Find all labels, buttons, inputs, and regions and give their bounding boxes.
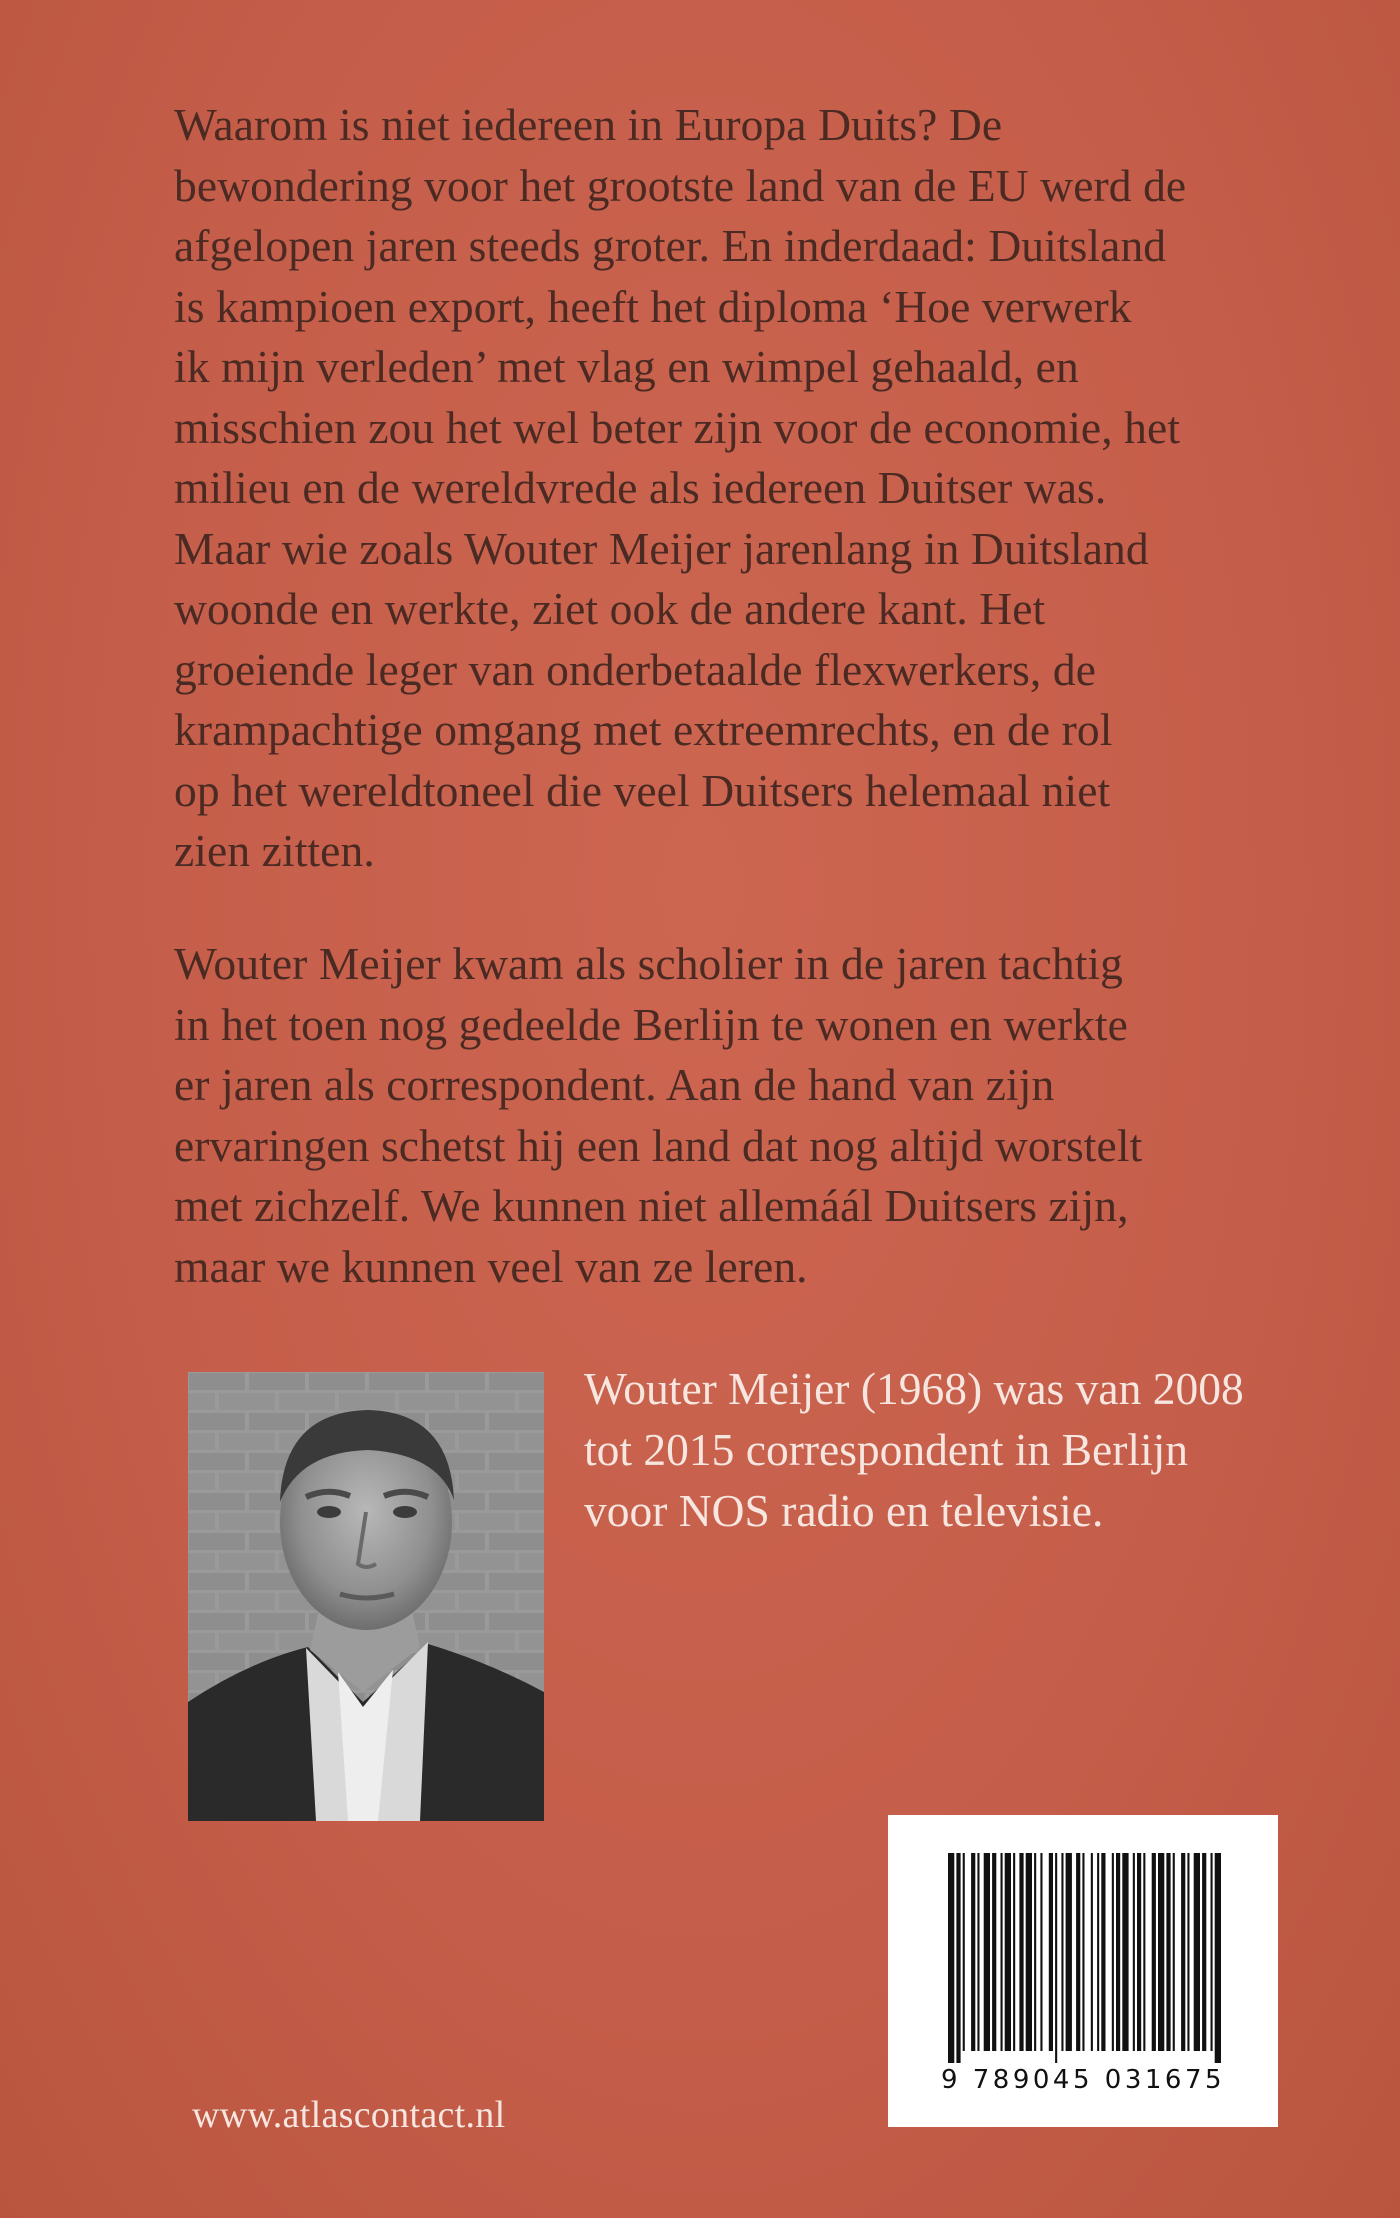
barcode-bar — [1187, 1853, 1189, 2051]
publisher-website: www.atlascontact.nl — [192, 2094, 506, 2136]
barcode-bar — [1055, 1853, 1057, 2063]
barcode-bar — [1091, 1853, 1093, 2051]
barcode-bar — [1158, 1853, 1164, 2051]
barcode-bar — [1211, 1853, 1213, 2051]
barcode-bar — [1181, 1853, 1185, 2051]
isbn-number: 9 789045 031675 — [940, 2065, 1226, 2095]
blurb-paragraph-2: Wouter Meijer kwam als scholier in de jaren tachtig in het toen nog gedeelde Berlijn te wonen en werkte er jaren als correspondent. Aan de hand van zijn ervaringen schetst hij een land dat nog altijd worstelt met zichzelf. We kunnen niet allemáál Duitsers zijn, maar we kunnen veel van ze leren. — [174, 938, 1143, 1292]
barcode-bar — [948, 1853, 954, 2063]
barcode-bar — [1143, 1853, 1145, 2051]
blurb-paragraph-1: Waarom is niet iedereen in Europa Duits? De bewondering voor het grootste land van de EU werd de afgelopen jaren steeds groter. En inderdaad: Duitsland is kampioen export, heeft het diploma ‘Hoe verwerk ik mijn verleden’ met vlag en wimpel gehaald, en misschien zou het wel beter zijn voor de economie, het milieu en de wereldvrede als iedereen Duitser was. Maar wie zoals Wouter Meijer jarenlang in Duitsland woonde en werkte, ziet ook de andere kant. Het groeiende leger van onderbetaalde flexwerkers, de krampachtige omgang met extreemrechts, en de rol op het wereldtoneel die veel Duitsers helemaal niet zien zitten. — [174, 99, 1187, 876]
barcode-bar — [1215, 1853, 1221, 2063]
barcode-bar — [1101, 1853, 1105, 2051]
barcode-bar — [1194, 1853, 1200, 2051]
barcode-bar — [1001, 1853, 1003, 2051]
barcode-bar — [1152, 1853, 1156, 2051]
barcode-bar — [977, 1853, 979, 2051]
barcode-bar — [1066, 1853, 1072, 2051]
barcode-bar — [984, 1853, 990, 2051]
barcode-bar — [963, 1853, 965, 2051]
barcode-bar — [1202, 1853, 1206, 2051]
barcode-bar — [956, 1853, 960, 2063]
barcode-bar — [1133, 1853, 1135, 2051]
barcode-bar — [1076, 1853, 1080, 2051]
barcode-bar — [1116, 1853, 1120, 2051]
barcode-bar — [1166, 1853, 1170, 2051]
barcode-bar — [1112, 1853, 1114, 2051]
barcode-bar — [1097, 1853, 1099, 2051]
barcode-bar — [1082, 1853, 1084, 2051]
barcode-bar — [1034, 1853, 1036, 2051]
isbn-barcode — [888, 1815, 1278, 2127]
barcode-bar — [1026, 1853, 1032, 2051]
barcode-bar — [1019, 1853, 1023, 2051]
barcode-bar — [1013, 1853, 1015, 2051]
barcode-bar — [1005, 1853, 1011, 2051]
barcode-bar — [1049, 1853, 1053, 2051]
author-bio: Wouter Meijer (1968) was van 2008 tot 2015 correspondent in Berlijn voor NOS radio en televisie. — [584, 1363, 1244, 1536]
barcode-bar — [971, 1853, 975, 2051]
barcode-bar — [1061, 1853, 1063, 2051]
barcode-bar — [1173, 1853, 1175, 2051]
barcode-bar — [1040, 1853, 1042, 2051]
barcode-bar — [1137, 1853, 1141, 2051]
barcode-bar — [1122, 1853, 1128, 2051]
barcode-bar — [992, 1853, 996, 2051]
author-photo — [188, 1372, 544, 1821]
